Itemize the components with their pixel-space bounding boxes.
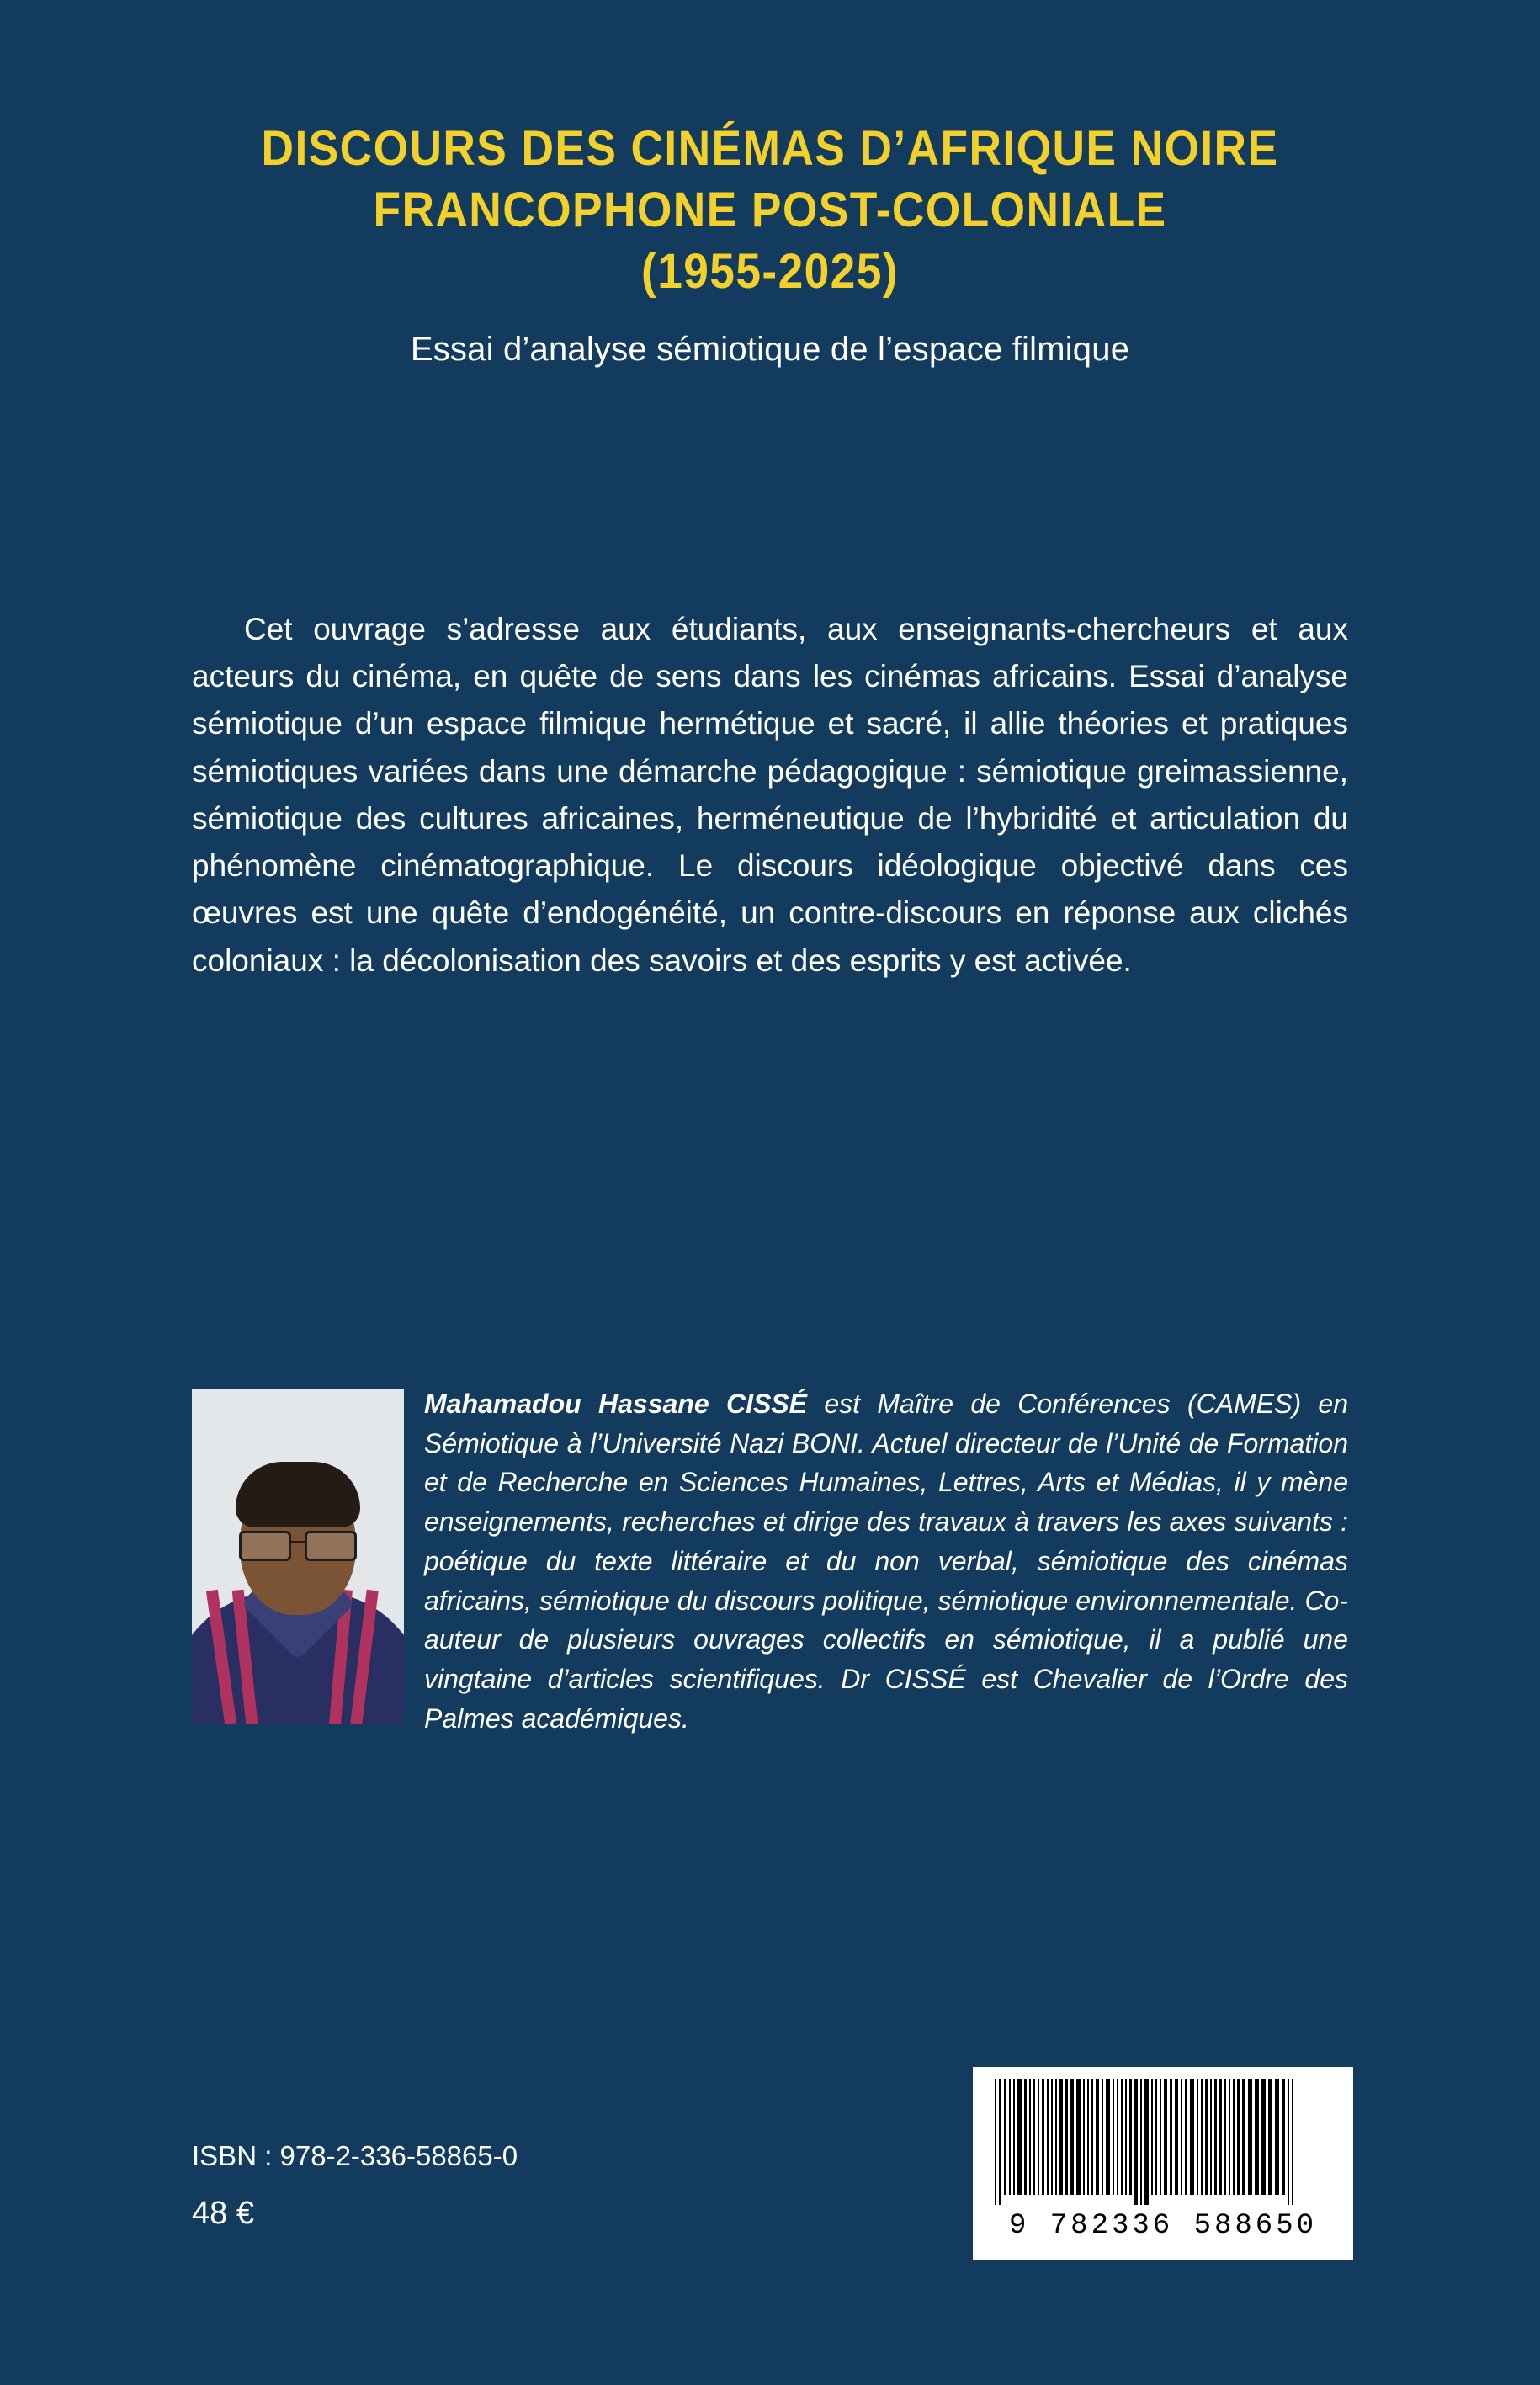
barcode-bar — [1038, 2079, 1039, 2195]
barcode-bar — [1219, 2079, 1222, 2195]
barcode-bar — [1113, 2079, 1114, 2195]
barcode-bar — [1214, 2079, 1217, 2195]
author-portrait — [192, 1389, 404, 1724]
barcode-bar — [1106, 2079, 1110, 2195]
barcode-bar — [1282, 2079, 1285, 2195]
barcode-bar — [1087, 2079, 1089, 2195]
author-name: Mahamadou Hassane CISSÉ — [424, 1389, 807, 1419]
barcode-bar — [1268, 2079, 1272, 2195]
barcode-bar — [1155, 2079, 1157, 2195]
barcode-bar — [1201, 2079, 1203, 2195]
barcode-bar — [1129, 2079, 1132, 2195]
title-line-1: DISCOURS DES CINÉMAS D’AFRIQUE NOIRE — [261, 121, 1279, 176]
barcode-bars — [986, 2079, 1340, 2205]
barcode-bar — [1190, 2079, 1194, 2195]
barcode-bar — [1121, 2079, 1123, 2195]
subtitle: Essai d’analyse sémiotique de l’espace filmique — [410, 331, 1130, 369]
isbn-block — [192, 2130, 518, 2244]
barcode-bar — [1047, 2079, 1049, 2195]
barcode-bar — [1170, 2079, 1172, 2195]
barcode-bar — [1033, 2079, 1035, 2195]
barcode-bar — [1224, 2079, 1226, 2195]
portrait-bridge — [289, 1541, 306, 1543]
barcode-bar — [1261, 2079, 1266, 2195]
barcode — [973, 2067, 1353, 2260]
barcode-bar — [1096, 2079, 1099, 2195]
barcode-bar — [1017, 2079, 1022, 2195]
barcode-bar — [1140, 2079, 1142, 2205]
barcode-bar — [1237, 2079, 1240, 2195]
barcode-bar — [1233, 2079, 1235, 2195]
barcode-bar — [1197, 2079, 1198, 2195]
barcode-bar — [1091, 2079, 1093, 2195]
barcode-bar — [1160, 2079, 1161, 2195]
barcode-bar — [1055, 2079, 1057, 2195]
barcode-bar — [1059, 2079, 1063, 2195]
barcode-bar — [1151, 2079, 1153, 2195]
price-text: 48 € — [192, 2195, 254, 2231]
portrait-lens-left — [239, 1531, 291, 1561]
portrait-hair — [236, 1462, 360, 1527]
blurb-section — [192, 606, 1348, 985]
barcode-bar — [1242, 2079, 1245, 2195]
barcode-digits: 9 782336 588650 — [1008, 2210, 1318, 2242]
barcode-bar — [1076, 2079, 1081, 2195]
barcode-bar — [1004, 2079, 1006, 2195]
barcode-bar — [1117, 2079, 1118, 2195]
barcode-bar — [1229, 2079, 1230, 2195]
title-line-3: (1955-2025) — [641, 244, 899, 300]
isbn-text: ISBN : 978-2-336-58865-0 — [192, 2140, 518, 2172]
barcode-bar — [1083, 2079, 1085, 2195]
barcode-bar — [1042, 2079, 1044, 2195]
barcode-bar — [1051, 2079, 1053, 2195]
barcode-bar — [1185, 2079, 1187, 2195]
barcode-bar — [1248, 2079, 1252, 2195]
barcode-bar — [1070, 2079, 1074, 2195]
barcode-bar — [1013, 2079, 1015, 2195]
barcode-bar — [1210, 2079, 1212, 2195]
barcode-bar — [1102, 2079, 1103, 2195]
author-bio-text: est Maître de Conférences (CAMES) en Sémiotique à l’Université Nazi BONI. Actuel directeur de l’Unité de Formation et de Recherche en Sciences Humaines, Lettres, Arts et Médias, il y mène enseignements, recherches et dirige des travaux à travers les axes suivants : poétique du texte littéraire et du non verbal, sémiotique des cinémas africains, sémiotique du discours politique, sémiotique environnementale. Co-auteur de plusieurs ouvrages collectifs en sémiotique, il a publié une vingtaine d’articles scientifiques. Dr CISSÉ est Chevalier de l’Ordre des Palmes académiques. — [424, 1389, 1349, 1734]
blurb-text: Cet ouvrage s’adresse aux étudiants, aux enseignants-chercheurs et aux acteurs du cinéma, en quête de sens dans les cinémas africains. Essai d’analyse sémiotique d’un espace filmique hermétique et sacré, il allie théories et pratiques sémiotiques variées dans une démarche pédagogique : sémiotique greimassienne, sémiotique des cultures africaines, herméneutique de l’hybridité et articulation du phénomène cinématographique. Le discours idéologique objectivé dans ces œuvres est une quête d’endogénéité, un contre-discours en réponse aux clichés coloniaux : la décolonisation des savoirs et des esprits y est activée. — [192, 612, 1348, 978]
barcode-bar — [1175, 2079, 1178, 2195]
author-bio-section — [192, 1384, 1348, 1738]
barcode-bar — [1134, 2079, 1138, 2205]
barcode-bar — [1181, 2079, 1182, 2195]
barcode-bar — [1205, 2079, 1208, 2195]
portrait-lens-right — [305, 1531, 357, 1561]
barcode-bar — [1144, 2079, 1149, 2205]
title-line-2: FRANCOPHONE POST-COLONIALE — [373, 183, 1167, 238]
barcode-bar — [1009, 2079, 1011, 2195]
barcode-bar — [1275, 2079, 1279, 2195]
barcode-bar — [1024, 2079, 1027, 2195]
title-block — [0, 118, 1540, 369]
barcode-bar — [1164, 2079, 1167, 2195]
barcode-bar — [1065, 2079, 1068, 2195]
barcode-bar — [995, 2079, 996, 2205]
barcode-bar — [1288, 2079, 1289, 2205]
barcode-bar — [1292, 2079, 1293, 2205]
glasses-icon — [237, 1531, 358, 1556]
barcode-bar — [1125, 2079, 1127, 2195]
barcode-bar — [1029, 2079, 1031, 2195]
barcode-bar — [999, 2079, 1001, 2205]
barcode-bar — [1255, 2079, 1259, 2195]
